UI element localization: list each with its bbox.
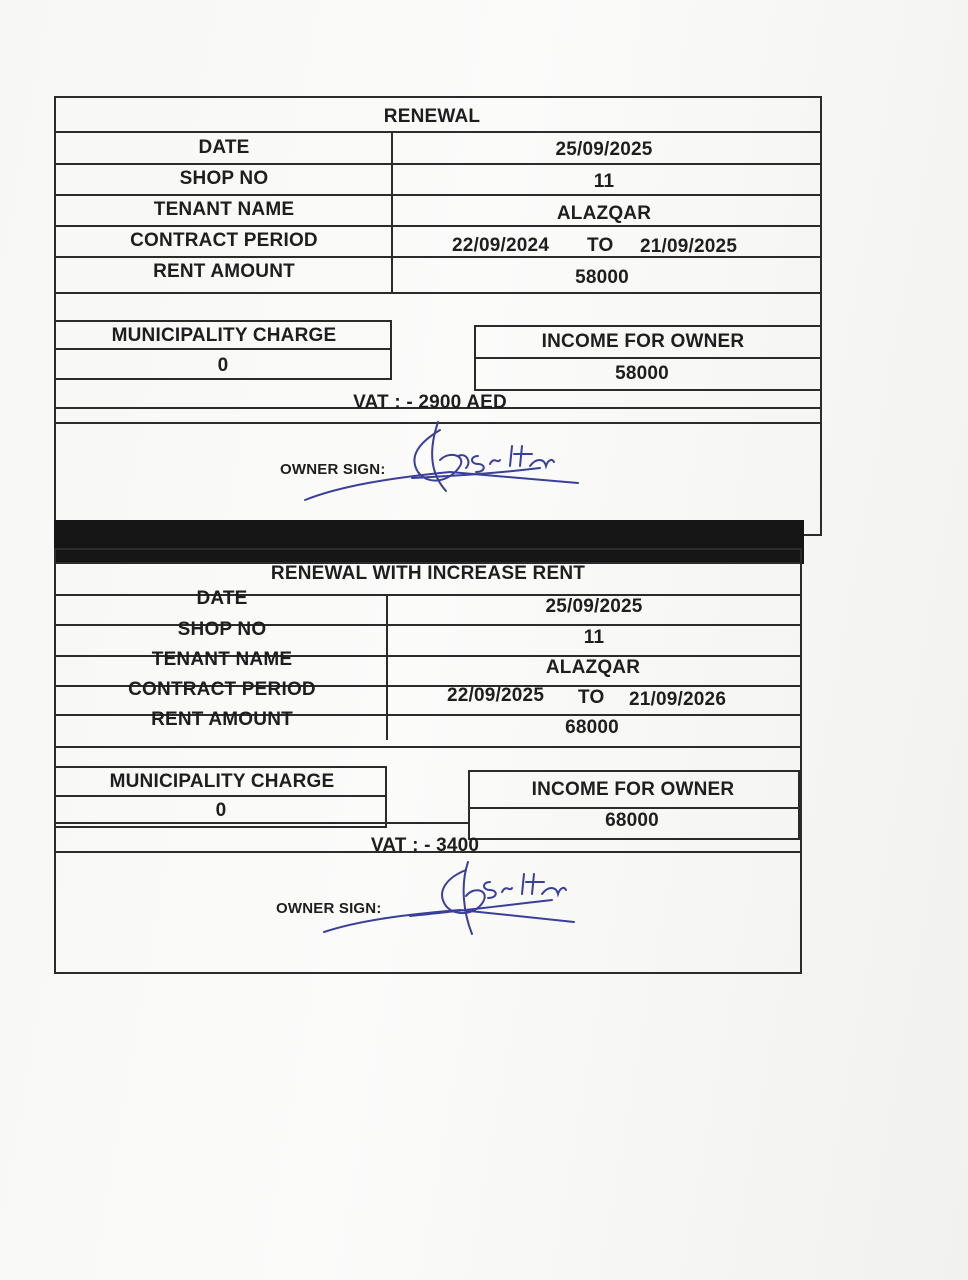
date-label-2: DATE [196, 588, 248, 609]
rent-amount-label-2: RENT AMOUNT [151, 709, 293, 730]
tenant-name-label: TENANT NAME [153, 199, 295, 220]
contract-period-label-2: CONTRACT PERIOD [128, 679, 316, 700]
municipality-charge-value-2: 0 [215, 800, 227, 821]
contract-from-value: 22/09/2024 [452, 235, 550, 256]
date-value-2: 25/09/2025 [545, 596, 643, 617]
handwritten-signature-icon [320, 856, 590, 940]
municipality-charge-value: 0 [217, 355, 229, 376]
date-label: DATE [198, 137, 250, 158]
shop-no-label-2: SHOP NO [177, 619, 267, 640]
shop-no-value-2: 11 [583, 627, 605, 648]
tenant-name-value: ALAZQAR [556, 203, 652, 224]
municipality-charge-label-2: MUNICIPALITY CHARGE [109, 771, 335, 792]
shop-no-label: SHOP NO [179, 168, 269, 189]
tenant-name-value-2: ALAZQAR [545, 657, 641, 678]
tenant-name-label-2: TENANT NAME [151, 649, 293, 670]
vat-text: VAT : - 2900 AED [353, 392, 507, 413]
shop-no-value: 11 [593, 171, 615, 192]
income-for-owner-value: 58000 [615, 363, 669, 384]
contract-to-word: TO [587, 235, 614, 256]
rent-amount-label: RENT AMOUNT [153, 261, 295, 282]
contract-to-value-2: 21/09/2026 [629, 689, 727, 710]
municipality-charge-label: MUNICIPALITY CHARGE [111, 325, 337, 346]
owner-sign-label-2: OWNER SIGN: [276, 900, 382, 917]
rent-amount-value: 58000 [575, 267, 629, 288]
contract-period-label: CONTRACT PERIOD [130, 230, 318, 251]
contract-from-value-2: 22/09/2025 [447, 685, 545, 706]
vat-text-2: VAT : - 3400 [370, 835, 480, 856]
contract-to-value: 21/09/2025 [640, 236, 738, 257]
section-title-2: RENEWAL WITH INCREASE RENT [270, 563, 586, 584]
income-for-owner-label-2: INCOME FOR OWNER [531, 779, 735, 800]
section-title: RENEWAL [383, 106, 481, 127]
contract-to-word-2: TO [578, 687, 605, 708]
income-for-owner-value-2: 68000 [605, 810, 659, 831]
income-for-owner-label: INCOME FOR OWNER [541, 331, 745, 352]
rent-amount-value-2: 68000 [565, 717, 619, 738]
handwritten-signature-icon [300, 416, 590, 506]
owner-sign-label: OWNER SIGN: [280, 461, 386, 478]
date-value: 25/09/2025 [555, 139, 653, 160]
